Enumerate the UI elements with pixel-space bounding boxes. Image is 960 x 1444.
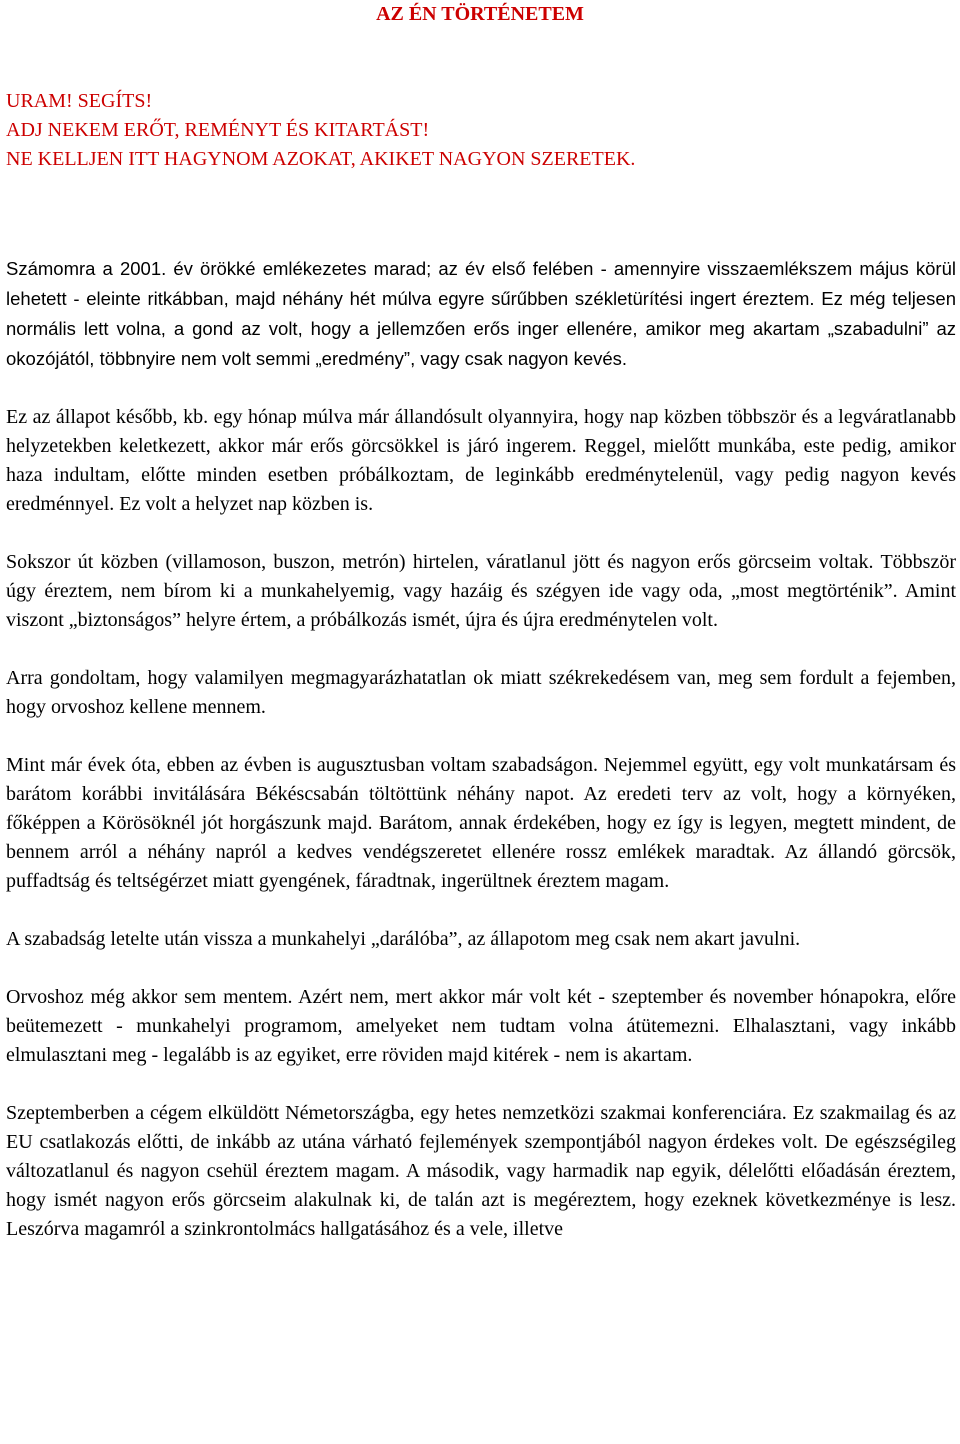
prayer-block [6,87,635,174]
paragraph-text: Szeptemberben a cégem elküldött Németországba, egy hetes nemzetközi szakmai konferenciára. Ez szakmailag és az EU csatlakozás előtti, de inkább az utána várható fejlemények szempontjából nagyon érdekes volt. De egészségileg változatlanul és nagyon csehül éreztem magam. A második, vagy harmadik nap egyik, délelőtti előadásán éreztem, hogy ismét nagyon erős görcseim alakulnak ki, de talán azt is megéreztem, hogy ezeknek következménye is lesz. Leszórva magamról a szinkrontolmács hallgatásához és a vele, illetve [6,1102,956,1240]
paragraph-text: Ez az állapot később, kb. egy hónap múlva már állandósult olyannyira, hogy nap közben többször és a legváratlanabb helyzetekben keletkezett, akkor már erős görcsökkel is járó ingerem. Reggel, mielőtt munkába, este pedig, amikor haza indultam, előtte minden esetben próbálkoztam, de leginkább eredménytelenül, vagy pedig nagyon kevés eredménnyel. Ez volt a helyzet nap közben is. [6,406,956,515]
prayer-line: NE KELLJEN ITT HAGYNOM AZOKAT, AKIKET NAGYON SZERETEK. [6,148,636,170]
paragraph [6,1098,956,1244]
page-title: AZ ÉN TÖRTÉNETEM [376,3,584,25]
paragraph [6,254,956,374]
paragraph-text: Számomra a 2001. év örökké emlékezetes marad; az év első felében - amennyire visszaemlékszem május körül lehetett - eleinte ritkábban, majd néhány hét múlva egyre sűrűbben székletürítési ingert éreztem. Ez még teljesen normális lett volna, a gond az volt, hogy a jellemzően erős inger ellenére, amikor meg akartam „szabadulni” az okozójától, többnyire nem volt semmi „eredmény”, vagy csak nagyon kevés. [6,258,956,369]
paragraph-text: Sokszor út közben (villamoson, buszon, metrón) hirtelen, váratlanul jött és nagyon erős görcseim voltak. Többször úgy éreztem, nem bírom ki a munkahelyemig, vagy hazáig és szégyen ide vagy oda, „most megtörténik”. Amint viszont „biztonságos” helyre értem, a próbálkozás ismét, újra és újra eredménytelen volt. [6,551,956,631]
paragraph [6,750,956,896]
prayer-line: URAM! SEGÍTS! [6,90,153,112]
paragraph [6,982,956,1070]
paragraph-text: A szabadság letelte után vissza a munkahelyi „darálóba”, az állapotom meg csak nem akart javulni. [6,928,801,950]
story-body [6,254,956,1272]
paragraph [6,402,956,519]
paragraph-text: Orvoshoz még akkor sem mentem. Azért nem, mert akkor már volt két - szeptember és november hónapokra, előre beütemezett - munkahelyi programom, amelyeket nem tudtam volna átütemezni. Elhalasztani, vagy inkább elmulasztani meg - legalább is az egyiket, erre röviden majd kitérek - nem is akartam. [6,986,956,1066]
paragraph [6,924,956,954]
prayer-line: ADJ NEKEM ERŐT, REMÉNYT ÉS KITARTÁST! [6,119,430,141]
paragraph-text: Arra gondoltam, hogy valamilyen megmagyarázhatatlan ok miatt székrekedésem van, meg sem fordult a fejemben, hogy orvoshoz kellene mennem. [6,667,956,718]
paragraph-text: Mint már évek óta, ebben az évben is augusztusban voltam szabadságon. Nejemmel együtt, egy volt munkatársam és barátom korábbi invitálására Békéscsabán töltöttünk néhány napot. Az eredeti terv az volt, hogy a környéken, főképpen a Körösöknél jót horgászunk majd. Barátom, annak érdekében, hogy ez így is legyen, megtett mindent, de bennem arról a néhány napról a kedves vendégszeretet ellenére rossz emlékek maradtak. Az állandó görcsök, puffadtság és teltségérzet miatt gyengének, fáradtnak, ingerültnek éreztem magam. [6,754,956,892]
paragraph [6,547,956,635]
paragraph [6,663,956,722]
